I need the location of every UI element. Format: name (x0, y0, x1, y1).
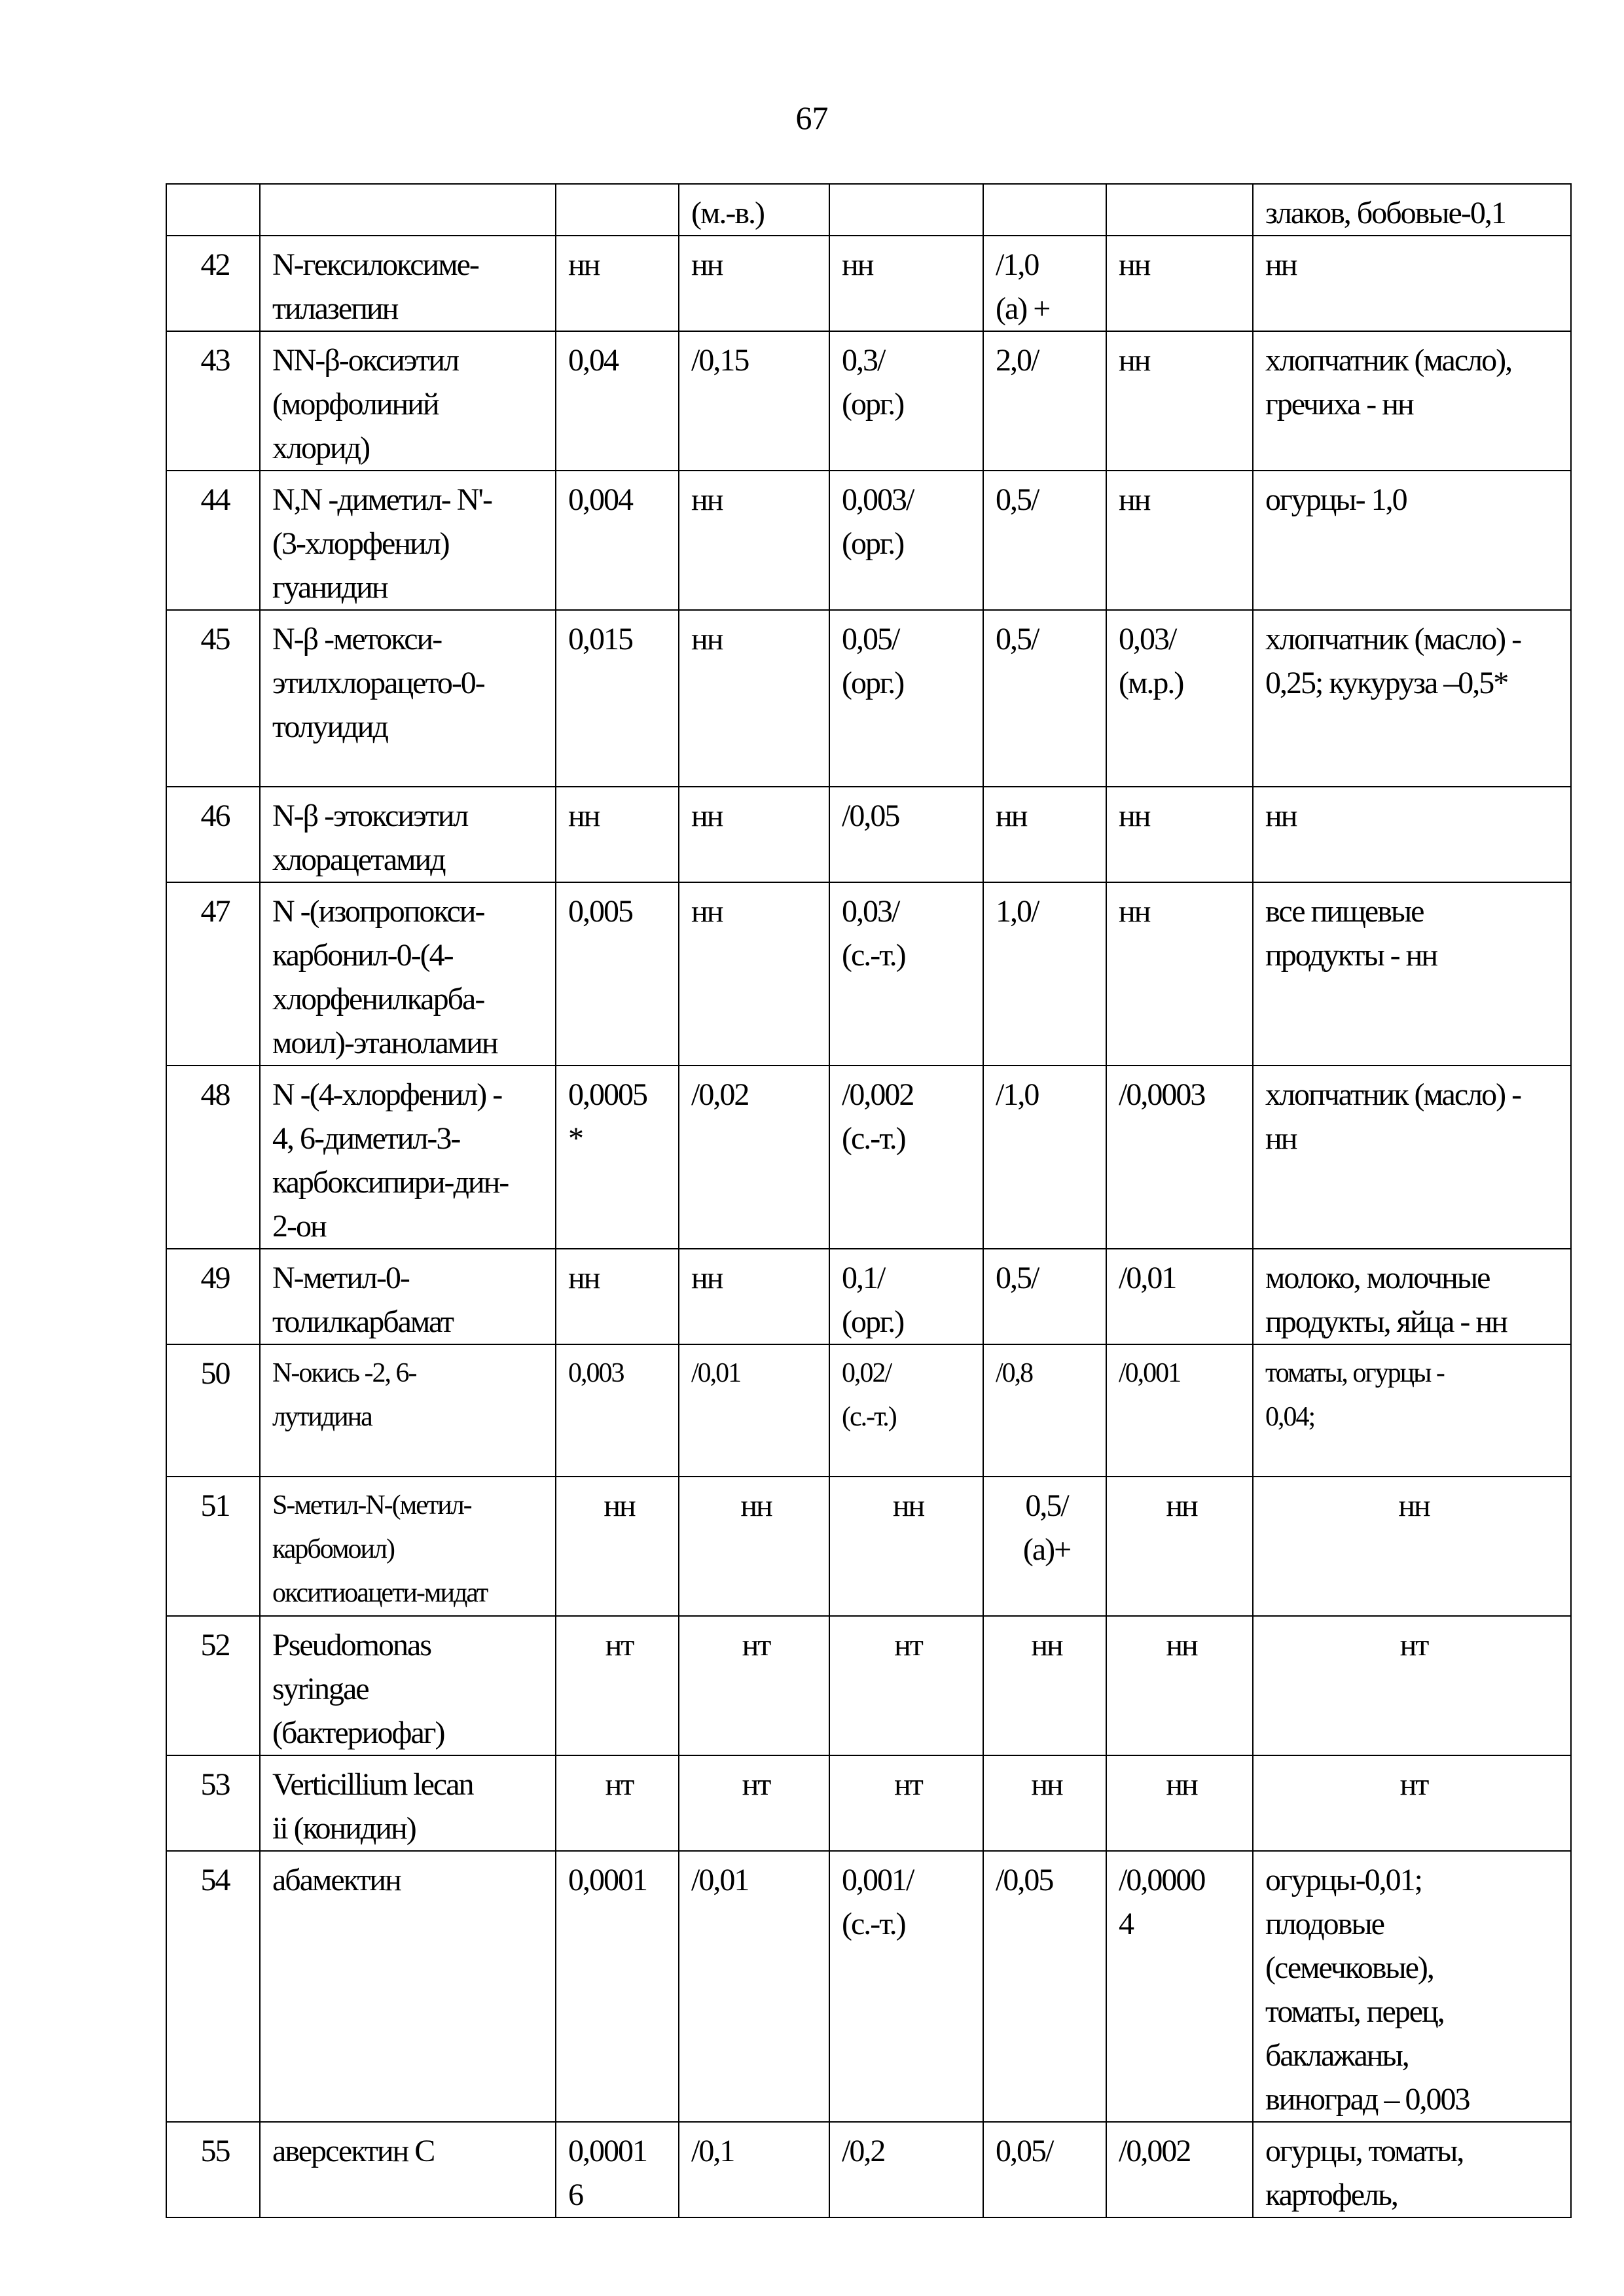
table-row (166, 1249, 1571, 1344)
value-cell-1-line: нн (568, 247, 600, 282)
value-cell-4 (983, 882, 1106, 1066)
value-cell-2-line: /0,01 (691, 1358, 741, 1388)
substance-name-line: карбонил-0-(4- (272, 938, 453, 973)
food-products-cell-line: молоко, молочные (1265, 1261, 1490, 1295)
substance-name-line: N-β -метокси- (272, 622, 442, 656)
value-cell-4-line: (а)+ (1022, 1532, 1071, 1567)
substance-name (260, 1249, 556, 1344)
value-cell-4-line: 0,5/ (996, 482, 1039, 517)
value-cell-5-line: 4 (1119, 1907, 1133, 1941)
value-cell-5 (1106, 1344, 1253, 1477)
value-cell-5-line: нн (1119, 482, 1150, 517)
substance-name (260, 787, 556, 882)
table-row (166, 1066, 1571, 1249)
value-cell-4-line: нн (1031, 1628, 1062, 1662)
value-cell-4-line: 0,05/ (996, 2134, 1053, 2168)
substance-name-line: N-β -этоксиэтил (272, 798, 468, 833)
value-cell-5-line: нн (1119, 798, 1150, 833)
substance-name (260, 236, 556, 331)
value-cell-1 (556, 184, 679, 236)
value-cell-3 (829, 610, 983, 787)
substance-name (260, 1477, 556, 1616)
substance-name-line: лутидина (272, 1402, 372, 1432)
value-cell-1-line: 0,0001 (568, 2134, 647, 2168)
row-number-text: 55 (200, 2134, 230, 2168)
food-products-cell (1253, 2122, 1571, 2217)
table-row (166, 787, 1571, 882)
substance-name-line: этилхлорацето-0- (272, 666, 484, 700)
substance-name-line: 4, 6-диметил-3- (272, 1121, 460, 1156)
value-cell-5-line: нн (1166, 1628, 1197, 1662)
value-cell-3-line: нт (894, 1628, 922, 1662)
row-number-text: 47 (200, 894, 230, 929)
food-products-cell-line: хлопчатник (масло) - (1265, 1077, 1521, 1112)
value-cell-3-line: 0,05/ (842, 622, 899, 656)
value-cell-5 (1106, 2122, 1253, 2217)
value-cell-1 (556, 331, 679, 471)
value-cell-2 (679, 1477, 829, 1616)
value-cell-3 (829, 787, 983, 882)
substance-name-line: N -(изопропокси- (272, 894, 484, 929)
food-products-cell-line: 0,04; (1265, 1402, 1315, 1432)
row-number (166, 610, 260, 787)
value-cell-1-line: 0,04 (568, 343, 618, 378)
table-row (166, 1344, 1571, 1477)
value-cell-1 (556, 1755, 679, 1851)
food-products-cell (1253, 1755, 1571, 1851)
value-cell-5-line: /0,0003 (1119, 1077, 1205, 1112)
substance-name-line: (3-хлорфенил) (272, 526, 449, 561)
value-cell-3 (829, 236, 983, 331)
value-cell-1-line: нн (604, 1488, 635, 1523)
value-cell-4-line: /1,0 (996, 247, 1039, 282)
food-products-cell-line: нн (1265, 798, 1297, 833)
food-products-cell (1253, 184, 1571, 236)
food-products-cell-line: огурцы-0,01; (1265, 1863, 1422, 1897)
value-cell-2-line: /0,1 (691, 2134, 734, 2168)
food-products-cell-line: томаты, перец, (1265, 1994, 1444, 2029)
value-cell-4 (983, 1249, 1106, 1344)
row-number-text: 45 (200, 622, 230, 656)
substance-name (260, 1616, 556, 1755)
value-cell-5-line: нн (1119, 894, 1150, 929)
value-cell-5 (1106, 184, 1253, 236)
value-cell-3 (829, 1344, 983, 1477)
food-products-cell (1253, 1249, 1571, 1344)
value-cell-4 (983, 331, 1106, 471)
value-cell-3 (829, 1477, 983, 1616)
value-cell-1 (556, 610, 679, 787)
value-cell-4-line: /0,8 (996, 1358, 1033, 1388)
value-cell-2-line: /0,15 (691, 343, 749, 378)
value-cell-3-line: 0,3/ (842, 343, 885, 378)
table-row (166, 331, 1571, 471)
value-cell-3-line: нн (842, 247, 873, 282)
value-cell-4-line: нн (1031, 1767, 1062, 1802)
value-cell-1 (556, 1344, 679, 1477)
value-cell-2 (679, 471, 829, 610)
substance-name-line: карбомоил) (272, 1534, 394, 1564)
food-products-cell (1253, 1851, 1571, 2122)
substance-name-line: NN-β-оксиэтил (272, 343, 459, 378)
table-row (166, 471, 1571, 610)
value-cell-1 (556, 2122, 679, 2217)
value-cell-2-line: /0,01 (691, 1863, 749, 1897)
value-cell-1 (556, 882, 679, 1066)
value-cell-3-line: (орг.) (842, 387, 904, 422)
substance-name-line: Pseudomonas (272, 1628, 431, 1662)
value-cell-4 (983, 1851, 1106, 2122)
substance-name-line: окситиоацети-мидат (272, 1578, 488, 1608)
table-row (166, 1755, 1571, 1851)
value-cell-4 (983, 1755, 1106, 1851)
value-cell-3-line: (с.-т.) (842, 1121, 905, 1156)
table-row (166, 236, 1571, 331)
food-products-cell (1253, 1344, 1571, 1477)
value-cell-1-line: * (568, 1121, 583, 1156)
food-products-cell (1253, 331, 1571, 471)
page-number: 67 (795, 99, 829, 136)
value-cell-3-line: 0,03/ (842, 894, 899, 929)
row-number (166, 471, 260, 610)
substance-name-line: аверсектин С (272, 2134, 435, 2168)
row-number (166, 331, 260, 471)
value-cell-4 (983, 2122, 1106, 2217)
food-products-cell-line: продукты, яйца - нн (1265, 1304, 1507, 1339)
substance-name-line: хлорид) (272, 431, 370, 465)
value-cell-2 (679, 1616, 829, 1755)
value-cell-3-line: (с.-т.) (842, 1907, 905, 1941)
food-products-cell-line: картофель, (1265, 2178, 1398, 2212)
value-cell-2 (679, 610, 829, 787)
value-cell-4-line: 0,5/ (1025, 1488, 1068, 1523)
value-cell-5-line: нн (1166, 1767, 1197, 1802)
food-products-cell-line: все пищевые (1265, 894, 1424, 929)
row-number-text: 43 (200, 343, 230, 378)
value-cell-1-line: нн (568, 1261, 600, 1295)
substance-name-line: N,N -диметил- N'- (272, 482, 492, 517)
value-cell-2 (679, 1851, 829, 2122)
value-cell-5-line: /0,002 (1119, 2134, 1191, 2168)
row-number (166, 1249, 260, 1344)
value-cell-3-line: (орг.) (842, 1304, 904, 1339)
value-cell-3-line: нн (892, 1488, 924, 1523)
value-cell-3 (829, 2122, 983, 2217)
value-cell-5 (1106, 236, 1253, 331)
food-products-cell-line: гречиха - нн (1265, 387, 1413, 422)
food-products-cell-line: нн (1265, 1121, 1297, 1156)
value-cell-4 (983, 471, 1106, 610)
row-number-text: 50 (200, 1356, 230, 1391)
value-cell-2-line: нн (740, 1488, 772, 1523)
table-row (166, 882, 1571, 1066)
food-products-cell-line: хлопчатник (масло), (1265, 343, 1512, 378)
row-number-text: 44 (200, 482, 230, 517)
value-cell-3 (829, 331, 983, 471)
food-products-cell-line: огурцы- 1,0 (1265, 482, 1407, 517)
food-products-cell-line: нн (1398, 1488, 1430, 1523)
value-cell-3-line: /0,002 (842, 1077, 914, 1112)
value-cell-4-line: (а) + (996, 291, 1050, 326)
value-cell-5-line: нн (1119, 343, 1150, 378)
row-number (166, 882, 260, 1066)
value-cell-4 (983, 610, 1106, 787)
row-number-text: 52 (200, 1628, 230, 1662)
residue-table (166, 183, 1572, 2218)
value-cell-1 (556, 1249, 679, 1344)
food-products-cell-line: плодовые (1265, 1907, 1384, 1941)
value-cell-2-line: /0,02 (691, 1077, 749, 1112)
substance-name (260, 1344, 556, 1477)
food-products-cell-line: баклажаны, (1265, 2038, 1409, 2073)
food-products-cell-line: нт (1399, 1767, 1428, 1802)
table-row (166, 1477, 1571, 1616)
table-row (166, 1616, 1571, 1755)
value-cell-4 (983, 236, 1106, 331)
substance-name-line: абамектин (272, 1863, 401, 1897)
value-cell-3 (829, 1616, 983, 1755)
value-cell-1 (556, 1477, 679, 1616)
table-row (166, 2122, 1571, 2217)
substance-name-line: тилазепин (272, 291, 398, 326)
value-cell-1 (556, 787, 679, 882)
food-products-cell (1253, 787, 1571, 882)
row-number (166, 1066, 260, 1249)
substance-name-line: N-метил-0- (272, 1261, 409, 1295)
row-number (166, 1616, 260, 1755)
food-products-cell-line: томаты, огурцы - (1265, 1358, 1444, 1388)
value-cell-2 (679, 236, 829, 331)
substance-name (260, 1851, 556, 2122)
value-cell-4 (983, 1344, 1106, 1477)
value-cell-1-line: 0,004 (568, 482, 632, 517)
substance-name-line: syringae (272, 1672, 369, 1706)
substance-name-line: N-гексилоксиме- (272, 247, 478, 282)
row-number-text: 46 (200, 798, 230, 833)
substance-name (260, 331, 556, 471)
value-cell-3 (829, 882, 983, 1066)
value-cell-2-line: (м.-в.) (691, 196, 764, 230)
food-products-cell (1253, 610, 1571, 787)
value-cell-4 (983, 184, 1106, 236)
value-cell-4-line: 0,5/ (996, 622, 1039, 656)
value-cell-1-line: 0,005 (568, 894, 632, 929)
food-products-cell-line: 0,25; кукуруза –0,5* (1265, 666, 1508, 700)
value-cell-3 (829, 184, 983, 236)
value-cell-2 (679, 1066, 829, 1249)
value-cell-4-line: 1,0/ (996, 894, 1039, 929)
value-cell-2 (679, 331, 829, 471)
food-products-cell-line: виноград – 0,003 (1265, 2082, 1470, 2117)
substance-name-line: гуанидин (272, 570, 388, 605)
substance-name (260, 882, 556, 1066)
row-number (166, 184, 260, 236)
substance-name (260, 2122, 556, 2217)
value-cell-4-line: нн (996, 798, 1027, 833)
food-products-cell (1253, 236, 1571, 331)
row-number (166, 1344, 260, 1477)
value-cell-2 (679, 2122, 829, 2217)
value-cell-4-line: 2,0/ (996, 343, 1039, 378)
substance-name-line: (бактериофаг) (272, 1715, 444, 1750)
substance-name-line: N-окись -2, 6- (272, 1358, 416, 1388)
table-row (166, 184, 1571, 236)
value-cell-2-line: нн (691, 247, 723, 282)
value-cell-3-line: /0,2 (842, 2134, 885, 2168)
value-cell-1-line: 0,015 (568, 622, 632, 656)
value-cell-5 (1106, 787, 1253, 882)
substance-name (260, 471, 556, 610)
value-cell-3 (829, 1851, 983, 2122)
substance-name-line: (морфолиний (272, 387, 439, 422)
value-cell-1-line: 6 (568, 2178, 583, 2212)
value-cell-1-line: 0,003 (568, 1358, 624, 1388)
row-number-text: 49 (200, 1261, 230, 1295)
value-cell-2 (679, 1344, 829, 1477)
value-cell-4-line: /0,05 (996, 1863, 1053, 1897)
value-cell-4-line: /1,0 (996, 1077, 1039, 1112)
row-number (166, 236, 260, 331)
value-cell-4 (983, 1477, 1106, 1616)
value-cell-2-line: нн (691, 482, 723, 517)
value-cell-2-line: нн (691, 798, 723, 833)
value-cell-1 (556, 471, 679, 610)
value-cell-5-line: /0,01 (1119, 1261, 1176, 1295)
value-cell-1-line: 0,0001 (568, 1863, 647, 1897)
food-products-cell (1253, 1066, 1571, 1249)
value-cell-1-line: нт (605, 1628, 634, 1662)
value-cell-1 (556, 1066, 679, 1249)
food-products-cell (1253, 1477, 1571, 1616)
substance-name (260, 610, 556, 787)
row-number (166, 1755, 260, 1851)
value-cell-5 (1106, 1851, 1253, 2122)
value-cell-3 (829, 471, 983, 610)
food-products-cell (1253, 471, 1571, 610)
substance-name-line: моил)-этаноламин (272, 1026, 497, 1060)
value-cell-2-line: нт (742, 1628, 770, 1662)
table-row (166, 610, 1571, 787)
food-products-cell-line: (семечковые), (1265, 1950, 1434, 1985)
value-cell-1-line: нн (568, 798, 600, 833)
substance-name-line: ii (конидин) (272, 1811, 416, 1846)
value-cell-3-line: 0,02/ (842, 1358, 892, 1388)
value-cell-3-line: (с.-т.) (842, 1402, 896, 1432)
substance-name (260, 1755, 556, 1851)
value-cell-5 (1106, 1616, 1253, 1755)
value-cell-2 (679, 882, 829, 1066)
row-number-text: 51 (200, 1488, 230, 1523)
food-products-cell (1253, 1616, 1571, 1755)
food-products-cell (1253, 882, 1571, 1066)
value-cell-5 (1106, 471, 1253, 610)
value-cell-4 (983, 1616, 1106, 1755)
value-cell-1-line: нт (605, 1767, 634, 1802)
value-cell-5-line: нн (1119, 247, 1150, 282)
row-number-text: 53 (200, 1767, 230, 1802)
value-cell-4 (983, 1066, 1106, 1249)
value-cell-5 (1106, 1066, 1253, 1249)
value-cell-3 (829, 1249, 983, 1344)
substance-name-line: карбоксипири-дин- (272, 1165, 509, 1200)
substance-name-line: толилкарбамат (272, 1304, 454, 1339)
value-cell-2-line: нт (742, 1767, 770, 1802)
value-cell-5 (1106, 331, 1253, 471)
food-products-cell-line: огурцы, томаты, (1265, 2134, 1464, 2168)
substance-name-line: хлорфенилкарба- (272, 982, 484, 1016)
substance-name-line: 2-он (272, 1209, 326, 1244)
row-number-text: 42 (200, 247, 230, 282)
value-cell-1 (556, 1851, 679, 2122)
value-cell-5 (1106, 882, 1253, 1066)
value-cell-2 (679, 1249, 829, 1344)
value-cell-2-line: нн (691, 622, 723, 656)
value-cell-5-line: 0,03/ (1119, 622, 1176, 656)
value-cell-5-line: /0,0000 (1119, 1863, 1205, 1897)
substance-name-line: хлорацетамид (272, 842, 445, 877)
value-cell-1 (556, 236, 679, 331)
substance-name-line: S-метил-N-(метил- (272, 1490, 471, 1520)
value-cell-4 (983, 787, 1106, 882)
table-row (166, 1851, 1571, 2122)
substance-name-line: N -(4-хлорфенил) - (272, 1077, 502, 1112)
value-cell-5-line: (м.р.) (1119, 666, 1183, 700)
value-cell-5 (1106, 1477, 1253, 1616)
value-cell-3-line: 0,1/ (842, 1261, 885, 1295)
value-cell-3-line: 0,003/ (842, 482, 914, 517)
value-cell-3-line: (орг.) (842, 526, 904, 561)
value-cell-2 (679, 184, 829, 236)
food-products-cell-line: продукты - нн (1265, 938, 1437, 973)
row-number (166, 1851, 260, 2122)
row-number (166, 787, 260, 882)
row-number (166, 1477, 260, 1616)
value-cell-4-line: 0,5/ (996, 1261, 1039, 1295)
value-cell-2-line: нн (691, 894, 723, 929)
value-cell-3-line: (с.-т.) (842, 938, 905, 973)
food-products-cell-line: злаков, бобовые-0,1 (1265, 196, 1506, 230)
substance-name (260, 1066, 556, 1249)
value-cell-2-line: нн (691, 1261, 723, 1295)
value-cell-2 (679, 787, 829, 882)
value-cell-5 (1106, 610, 1253, 787)
value-cell-5 (1106, 1755, 1253, 1851)
food-products-cell-line: нт (1399, 1628, 1428, 1662)
row-number (166, 2122, 260, 2217)
substance-name (260, 184, 556, 236)
value-cell-3-line: 0,001/ (842, 1863, 914, 1897)
value-cell-1-line: 0,0005 (568, 1077, 647, 1112)
value-cell-3 (829, 1755, 983, 1851)
value-cell-3-line: нт (894, 1767, 922, 1802)
substance-name-line: Verticillium lecan (272, 1767, 473, 1802)
value-cell-2 (679, 1755, 829, 1851)
value-cell-5 (1106, 1249, 1253, 1344)
row-number-text: 48 (200, 1077, 230, 1112)
value-cell-1 (556, 1616, 679, 1755)
value-cell-3-line: /0,05 (842, 798, 899, 833)
food-products-cell-line: хлопчатник (масло) - (1265, 622, 1521, 656)
value-cell-5-line: /0,001 (1119, 1358, 1181, 1388)
food-products-cell-line: нн (1265, 247, 1297, 282)
row-number-text: 54 (200, 1863, 230, 1897)
value-cell-5-line: нн (1166, 1488, 1197, 1523)
substance-name-line: толуидид (272, 709, 388, 744)
value-cell-3-line: (орг.) (842, 666, 904, 700)
value-cell-3 (829, 1066, 983, 1249)
